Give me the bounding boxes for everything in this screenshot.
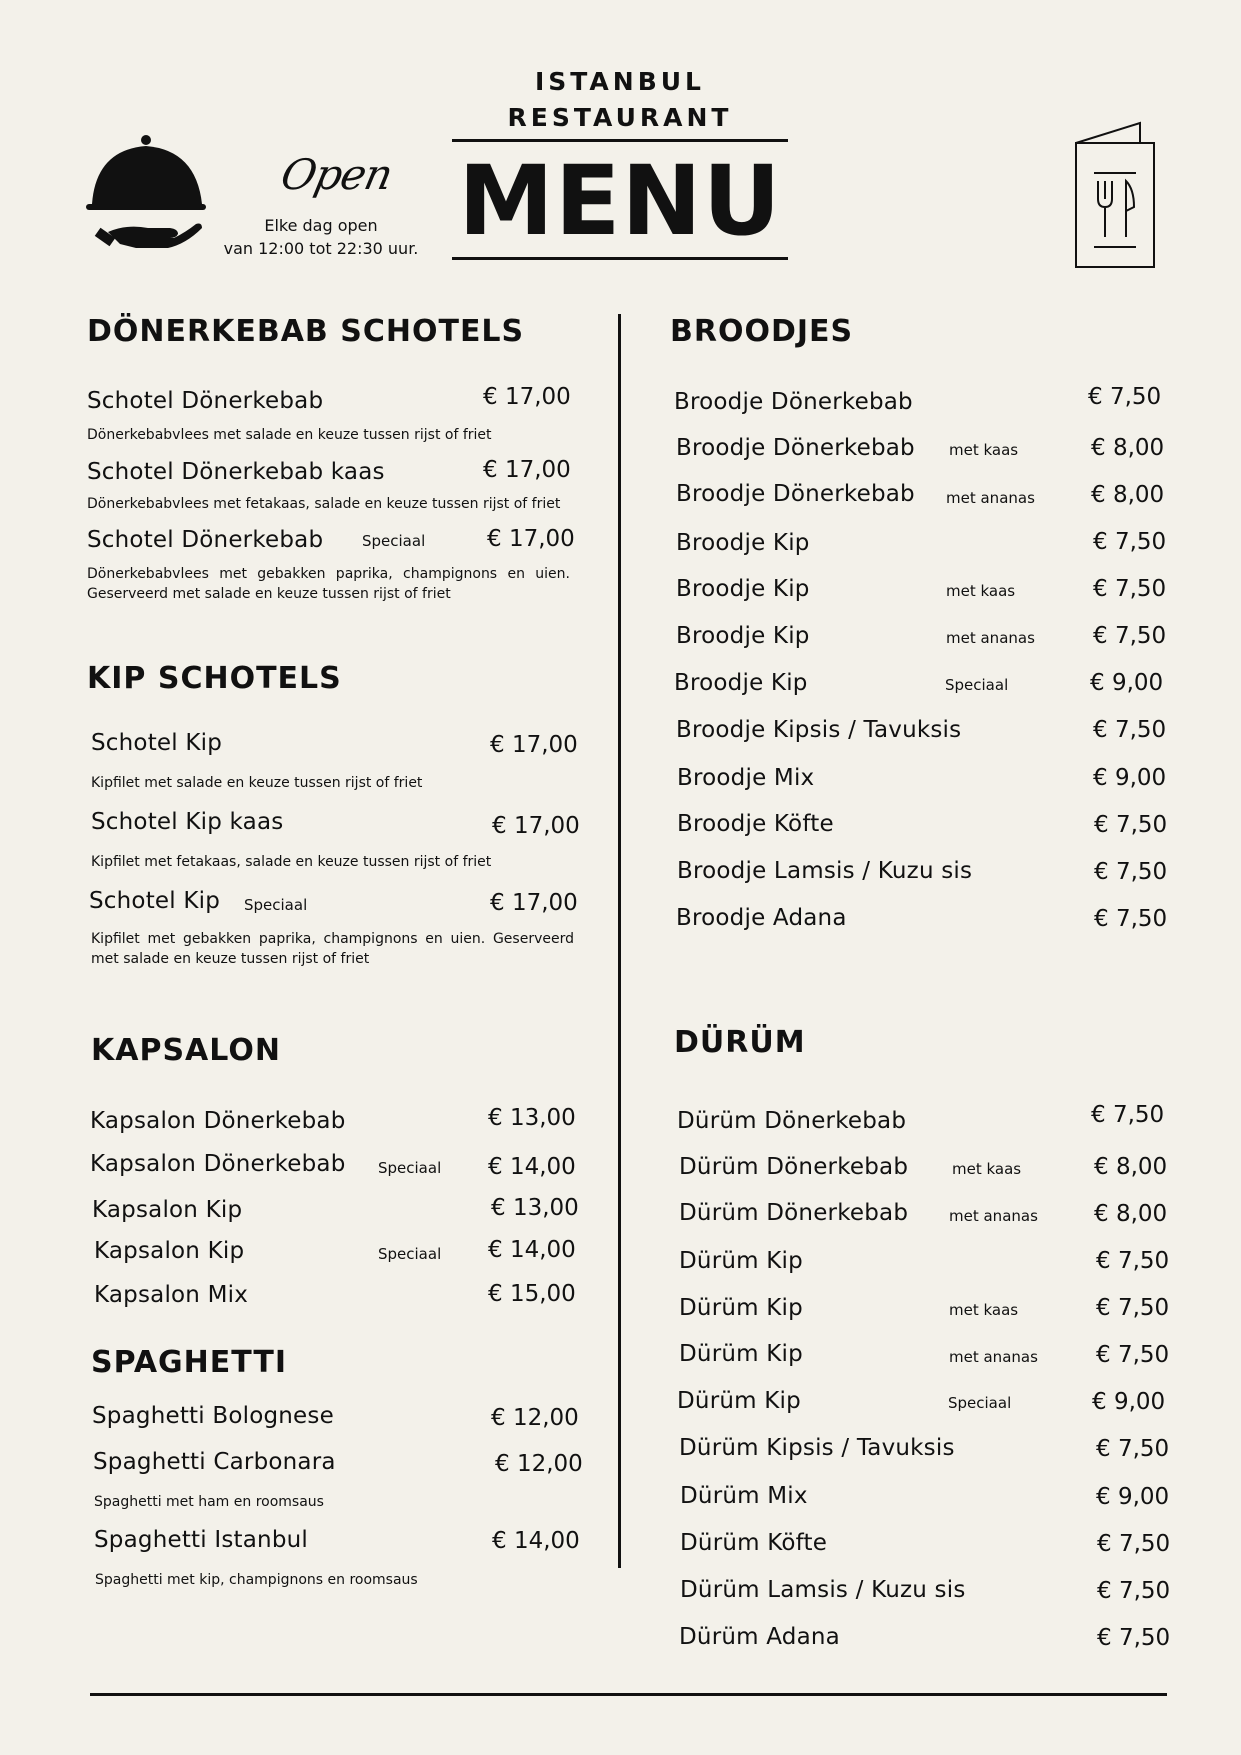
item-price: € 14,00 [488, 1154, 576, 1180]
item-price: € 17,00 [483, 384, 571, 410]
item-price: € 12,00 [491, 1405, 579, 1431]
item-name: Broodje Dönerkebab [676, 481, 915, 507]
opening-hours-line2: van 12:00 tot 22:30 uur. [223, 239, 419, 258]
item-price: € 7,50 [1096, 1295, 1170, 1321]
item-name: Spaghetti Istanbul [94, 1527, 308, 1553]
opening-hours-line1: Elke dag open [264, 216, 378, 235]
item-variant: met ananas [949, 1207, 1038, 1225]
item-variant: Speciaal [244, 896, 308, 914]
item-price: € 12,00 [495, 1451, 583, 1477]
item-variant: Speciaal [378, 1245, 442, 1263]
item-name: Broodje Kipsis / Tavuksis [676, 717, 962, 743]
item-name: Broodje Lamsis / Kuzu sis [677, 858, 973, 884]
item-price: € 8,00 [1091, 435, 1165, 461]
item-price: € 17,00 [490, 732, 578, 758]
item-price: € 7,50 [1097, 1531, 1171, 1557]
item-description: Kipfilet met gebakken paprika, champignons en uien. Geserveerd met salade en keuze tussen rijst of friet [91, 931, 574, 967]
item-variant: met ananas [946, 629, 1035, 647]
item-price: € 7,50 [1094, 812, 1168, 838]
item-name: Broodje Kip [676, 530, 810, 556]
item-variant: met ananas [946, 489, 1035, 507]
item-price: € 15,00 [488, 1281, 576, 1307]
section-title-spaghetti: SPAGHETTI [91, 1345, 288, 1380]
item-price: € 8,00 [1094, 1201, 1168, 1227]
item-variant: met kaas [949, 441, 1019, 459]
section-title-durum: DÜRÜM [674, 1025, 806, 1060]
item-price: € 7,50 [1097, 1625, 1171, 1651]
item-price: € 17,00 [492, 813, 580, 839]
column-divider [618, 314, 621, 1568]
item-price: € 7,50 [1096, 1248, 1170, 1274]
item-price: € 7,50 [1093, 717, 1167, 743]
item-description: Spaghetti met kip, champignons en roomsaus [95, 1572, 418, 1588]
opening-hours [216, 214, 426, 260]
item-price: € 9,00 [1090, 670, 1164, 696]
item-name: Broodje Mix [677, 765, 815, 791]
footer-rule [90, 1693, 1167, 1696]
restaurant-name-line2: RESTAURANT [507, 103, 733, 132]
item-name: Spaghetti Bolognese [92, 1403, 334, 1429]
item-description: Dönerkebabvlees met gebakken paprika, champignons en uien. Geserveerd met salade en keuze tussen rijst of friet [87, 566, 570, 602]
section-title-kapsalon: KAPSALON [91, 1033, 281, 1068]
item-price: € 8,00 [1091, 482, 1165, 508]
item-name: Dürüm Kip [677, 1388, 801, 1414]
menu-title: MENU [458, 145, 782, 257]
item-description: Dönerkebabvlees met fetakaas, salade en keuze tussen rijst of friet [87, 496, 561, 512]
item-name: Kapsalon Dönerkebab [90, 1108, 346, 1134]
item-name: Dürüm Lamsis / Kuzu sis [680, 1577, 966, 1603]
item-price: € 13,00 [491, 1195, 579, 1221]
item-name: Broodje Adana [676, 905, 847, 931]
section-title-kip-schotels: KIP SCHOTELS [87, 661, 342, 696]
item-name: Kapsalon Kip [92, 1197, 243, 1223]
item-price: € 7,50 [1096, 1436, 1170, 1462]
item-name: Dürüm Kip [679, 1295, 803, 1321]
item-variant: met ananas [949, 1348, 1038, 1366]
item-name: Schotel Dönerkebab [87, 527, 324, 553]
title-rule-top [452, 139, 788, 142]
item-price: € 7,50 [1094, 859, 1168, 885]
item-name: Schotel Kip kaas [91, 809, 284, 835]
cloche-icon [86, 132, 210, 258]
item-price: € 7,50 [1096, 1342, 1170, 1368]
item-name: Schotel Dönerkebab kaas [87, 459, 385, 485]
item-name: Schotel Kip [91, 730, 223, 756]
item-price: € 17,00 [487, 526, 575, 552]
item-name: Spaghetti Carbonara [93, 1449, 336, 1475]
item-name: Broodje Dönerkebab [676, 435, 915, 461]
item-price: € 17,00 [483, 457, 571, 483]
item-variant: Speciaal [945, 676, 1009, 694]
item-name: Dürüm Dönerkebab [679, 1154, 909, 1180]
item-name: Dürüm Kipsis / Tavuksis [679, 1435, 955, 1461]
section-title-doner-schotels: DÖNERKEBAB SCHOTELS [87, 314, 525, 349]
item-name: Dürüm Mix [680, 1483, 808, 1509]
item-name: Dürüm Adana [679, 1624, 840, 1650]
item-price: € 14,00 [492, 1528, 580, 1554]
item-price: € 7,50 [1093, 623, 1167, 649]
item-name: Broodje Dönerkebab [674, 389, 913, 415]
item-name: Kapsalon Kip [94, 1238, 245, 1264]
item-name: Schotel Kip [89, 888, 221, 914]
section-title-broodjes: BROODJES [670, 314, 854, 349]
item-name: Schotel Dönerkebab [87, 388, 324, 414]
item-description: Kipfilet met salade en keuze tussen rijst of friet [91, 775, 423, 791]
item-name: Dürüm Köfte [680, 1530, 828, 1556]
item-price: € 17,00 [490, 890, 578, 916]
item-name: Kapsalon Mix [94, 1282, 249, 1308]
item-name: Broodje Kip [676, 576, 810, 602]
menu-card-icon [1074, 121, 1156, 269]
item-variant: Speciaal [362, 532, 426, 550]
open-title: Open [276, 150, 397, 199]
item-price: € 7,50 [1093, 576, 1167, 602]
item-price: € 9,00 [1096, 1484, 1170, 1510]
item-price: € 14,00 [488, 1237, 576, 1263]
item-description: Spaghetti met ham en roomsaus [94, 1494, 324, 1510]
item-name: Broodje Kip [676, 623, 810, 649]
restaurant-name [452, 64, 788, 136]
item-name: Broodje Kip [674, 670, 808, 696]
item-variant: met kaas [952, 1160, 1022, 1178]
restaurant-name-line1: ISTANBUL [535, 67, 705, 96]
item-name: Dürüm Dönerkebab [679, 1200, 909, 1226]
item-price: € 7,50 [1094, 906, 1168, 932]
item-name: Dürüm Kip [679, 1341, 803, 1367]
item-name: Dürüm Kip [679, 1248, 803, 1274]
item-price: € 9,00 [1092, 1389, 1166, 1415]
title-rule-bottom [452, 257, 788, 260]
item-description: Dönerkebabvlees met salade en keuze tussen rijst of friet [87, 427, 492, 443]
item-name: Kapsalon Dönerkebab [90, 1151, 346, 1177]
item-price: € 9,00 [1093, 765, 1167, 791]
item-variant: Speciaal [378, 1159, 442, 1177]
item-price: € 7,50 [1093, 529, 1167, 555]
item-name: Dürüm Dönerkebab [677, 1108, 907, 1134]
item-price: € 13,00 [488, 1105, 576, 1131]
item-variant: Speciaal [948, 1394, 1012, 1412]
item-price: € 7,50 [1097, 1578, 1171, 1604]
item-price: € 7,50 [1088, 384, 1162, 410]
item-price: € 7,50 [1091, 1102, 1165, 1128]
item-price: € 8,00 [1094, 1154, 1168, 1180]
item-variant: met kaas [949, 1301, 1019, 1319]
item-description: Kipfilet met fetakaas, salade en keuze tussen rijst of friet [91, 854, 492, 870]
item-variant: met kaas [946, 582, 1016, 600]
item-name: Broodje Köfte [677, 811, 834, 837]
